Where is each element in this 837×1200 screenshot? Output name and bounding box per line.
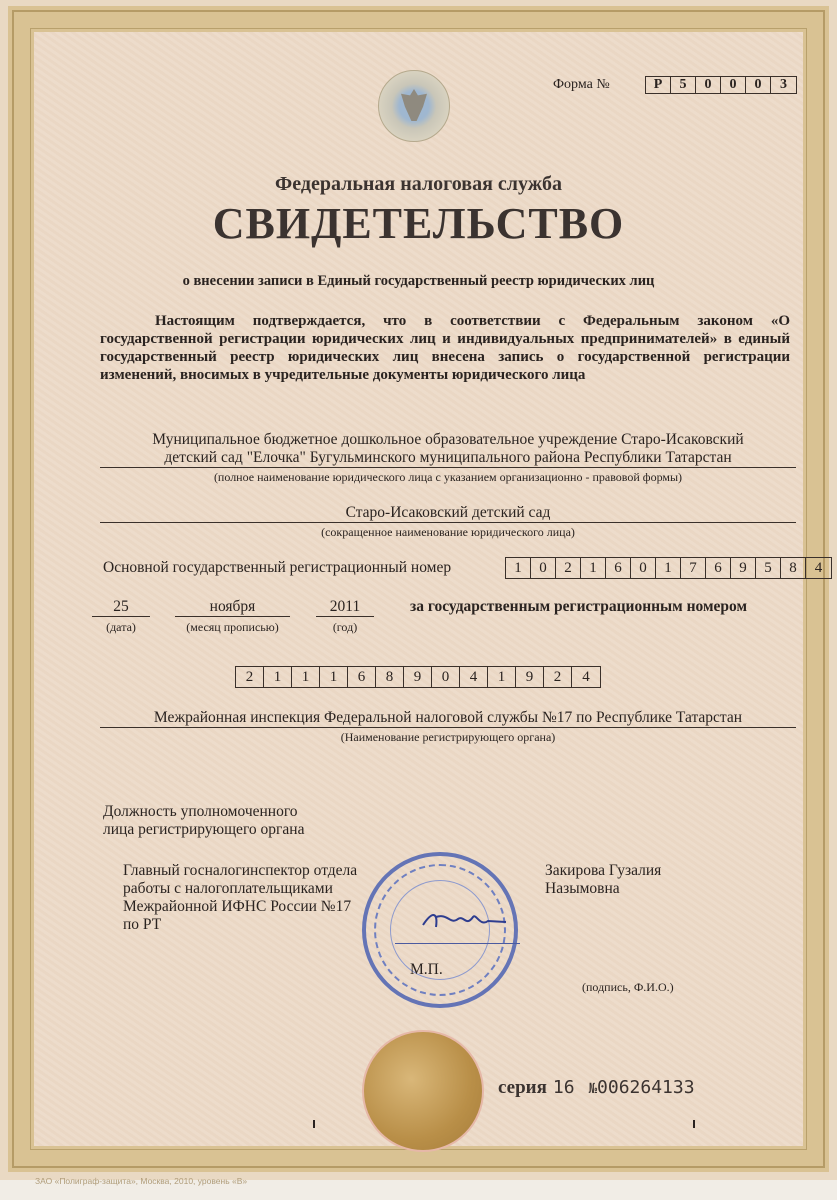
digit-box: 2: [544, 667, 572, 687]
document-title: СВИДЕТЕЛЬСТВО: [212, 199, 625, 248]
entity-full-name: [100, 431, 796, 468]
official-position-line: Главный госналогинспектор отдела: [123, 862, 358, 879]
position-label-line-1: Должность уполномоченного: [103, 803, 298, 820]
digit-box: 6: [606, 558, 631, 578]
printer-imprint: ЗАО «Полиграф-защита», Москва, 2010, уровень «В»: [35, 1176, 248, 1186]
alignment-mark: [313, 1120, 315, 1128]
official-position-line: работы с налогоплательщиками: [123, 880, 333, 897]
date-year: 2011: [316, 598, 374, 617]
digit-box: 1: [264, 667, 292, 687]
entity-full-name-caption: (полное наименование юридического лица с указанием организационно - правовой формы): [213, 470, 683, 484]
serial-number-value: 006264133: [597, 1077, 695, 1098]
digit-box: 1: [506, 558, 531, 578]
ogrn-label: Основной государственный регистрационный номер: [103, 559, 452, 576]
official-position: [123, 862, 357, 934]
date-day: 25: [92, 598, 150, 617]
digit-box: 7: [681, 558, 706, 578]
ogrn-number: [505, 557, 832, 579]
date-month-caption: (месяц прописью): [186, 620, 279, 634]
digit-box: 9: [731, 558, 756, 578]
date-day-caption: (дата): [106, 620, 136, 634]
digit-box: 8: [781, 558, 806, 578]
grn-number: [235, 666, 601, 688]
position-label: [103, 803, 304, 839]
form-code-char: 0: [746, 77, 771, 93]
digit-box: 4: [582, 669, 590, 685]
signature-caption: (подпись, Ф.И.О.): [582, 980, 674, 994]
entity-short-name: Старо-Исаковский детский сад: [100, 504, 796, 523]
statement-paragraph: Настоящим подтверждается, что в соответствии с Федеральным законом «О государственной регистрации юридических лиц и индивидуальных предпринимателей» в единый государственный реестр юридических лиц внесена запись о государственной регистрации изменений, вносимых в учредительные документы юридического лица: [100, 313, 790, 383]
entity-full-name-line-2: детский сад "Елочка" Бугульминского муниципального района Республики Татарстан: [164, 449, 732, 466]
form-code-char: 5: [671, 77, 696, 93]
form-code-char: Р: [646, 77, 671, 93]
position-label-line-2: лица регистрирующего органа: [103, 821, 305, 838]
alignment-mark: [693, 1120, 695, 1128]
form-code-char: 0: [696, 77, 721, 93]
digit-box: 0: [631, 558, 656, 578]
serial-number: [498, 1077, 695, 1099]
digit-box: 0: [531, 558, 556, 578]
authority-name: Межрайонная инспекция Федеральной налоговой службы №17 по Республике Татарстан: [100, 709, 796, 728]
date-month: ноября: [175, 598, 290, 617]
grn-label: за государственным регистрационным номером: [410, 598, 748, 615]
digit-box: 1: [581, 558, 606, 578]
form-code-char: 3: [780, 77, 787, 92]
official-name-line-2: Назымовна: [545, 880, 620, 897]
digit-box: 5: [756, 558, 781, 578]
digit-box: 1: [488, 667, 516, 687]
digit-box: 9: [404, 667, 432, 687]
digit-box: 4: [814, 560, 823, 576]
digit-box: 1: [656, 558, 681, 578]
entity-short-name-caption: (сокращенное наименование юридического лица): [321, 525, 575, 539]
digit-box: 4: [460, 667, 488, 687]
digit-box: 6: [706, 558, 731, 578]
form-label: Форма №: [553, 77, 610, 92]
form-code: [645, 76, 797, 94]
official-position-line: Межрайонной ИФНС России №17: [123, 898, 352, 915]
authority-caption: (Наименование регистрирующего органа): [340, 730, 556, 744]
digit-box: 6: [348, 667, 376, 687]
hologram-emblem-icon: [378, 70, 450, 142]
digit-box: 0: [432, 667, 460, 687]
official-name-line-1: Закирова Гузалия: [545, 862, 662, 879]
entity-full-name-line-1: Муниципальное бюджетное дошкольное образовательное учреждение Старо-Исаковский: [152, 431, 744, 448]
official-position-line: по РТ: [123, 916, 162, 933]
digit-box: 2: [556, 558, 581, 578]
serial-series: 16: [552, 1077, 575, 1098]
signature-icon: [418, 905, 508, 935]
serial-label: серия: [498, 1077, 547, 1098]
form-code-char: 0: [721, 77, 746, 93]
digit-box: 8: [376, 667, 404, 687]
digit-box: 9: [516, 667, 544, 687]
digit-box: 1: [320, 667, 348, 687]
issuing-service: Федеральная налоговая служба: [275, 173, 562, 195]
serial-number-prefix: №: [588, 1081, 598, 1097]
gold-seal-icon: [362, 1030, 484, 1152]
digit-box: 1: [292, 667, 320, 687]
stamp-place: М.П.: [410, 961, 443, 978]
signature-line: [395, 943, 520, 944]
eagle-icon: [401, 89, 427, 121]
document-subtitle: о внесении записи в Единый государственный реестр юридических лиц: [182, 273, 655, 289]
date-year-caption: (год): [332, 620, 358, 634]
official-name: [545, 862, 661, 898]
digit-box: 2: [236, 667, 264, 687]
